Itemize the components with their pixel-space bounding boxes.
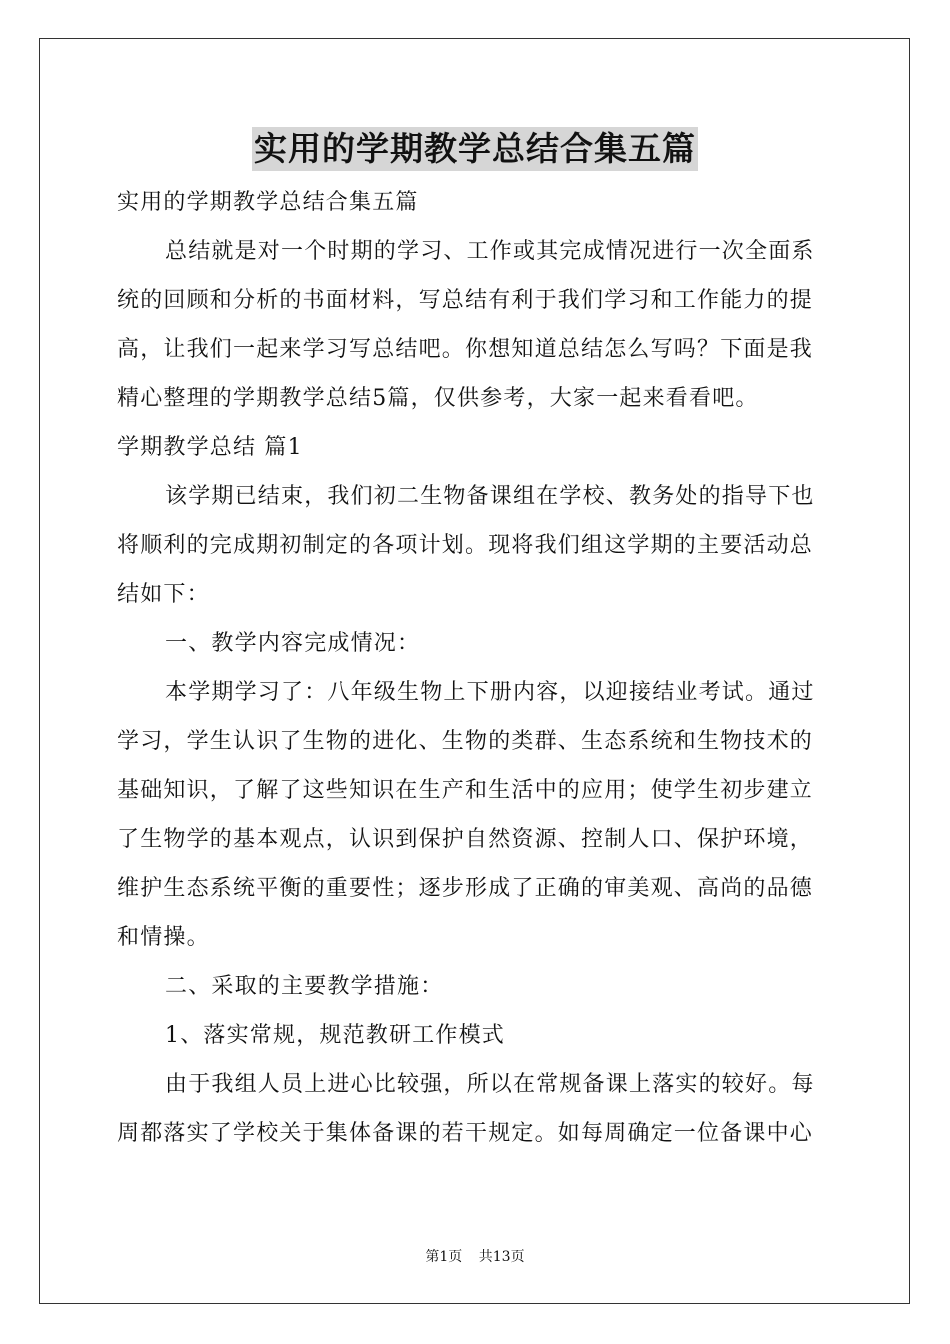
text-line: 维护生态系统平衡的重要性；逐步形成了正确的审美观、高尚的品德: [117, 876, 814, 901]
text-line: 该学期已结束，我们初二生物备课组在学校、教务处的指导下也: [165, 484, 815, 509]
text-line: 高，让我们一起来学习写总结吧。你想知道总结怎么写吗？下面是我: [117, 337, 814, 362]
document-body: [117, 178, 835, 1158]
title-container: [0, 127, 950, 171]
text-line: 本学期学习了：八年级生物上下册内容，以迎接结业考试。通过: [165, 680, 815, 705]
text-line: 实用的学期教学总结合集五篇: [117, 190, 419, 215]
page-number: 第1页: [425, 1249, 463, 1265]
text-line: 周都落实了学校关于集体备课的若干规定。如每周确定一位备课中心: [117, 1121, 814, 1146]
text-line: 结如下：: [117, 582, 210, 607]
text-line: 一、教学内容完成情况：: [165, 631, 421, 656]
text-line: 了生物学的基本观点，认识到保护自然资源、控制人口、保护环境，: [117, 827, 814, 852]
text-line: 学期教学总结 篇1: [117, 435, 303, 460]
text-line: 和情操。: [117, 925, 210, 950]
text-line: 总结就是对一个时期的学习、工作或其完成情况进行一次全面系: [165, 239, 815, 264]
document-title: 实用的学期教学总结合集五篇: [252, 127, 698, 171]
text-line: 1、落实常规，规范教研工作模式: [165, 1023, 505, 1048]
text-line: 基础知识，了解了这些知识在生产和生活中的应用；使学生初步建立: [117, 778, 814, 803]
text-line: 精心整理的学期教学总结5篇，仅供参考，大家一起来看看吧。: [117, 386, 759, 411]
text-line: 将顺利的完成期初制定的各项计划。现将我们组这学期的主要活动总: [117, 533, 814, 558]
text-line: 学习，学生认识了生物的进化、生物的类群、生态系统和生物技术的: [117, 729, 814, 754]
text-line: 二、采取的主要教学措施：: [165, 974, 444, 999]
text-line: 统的回顾和分析的书面材料，写总结有利于我们学习和工作能力的提: [117, 288, 814, 313]
text-line: 由于我组人员上进心比较强，所以在常规备课上落实的较好。每: [165, 1072, 815, 1097]
page-total: 共13页: [478, 1249, 525, 1265]
page-footer: [0, 1246, 950, 1266]
